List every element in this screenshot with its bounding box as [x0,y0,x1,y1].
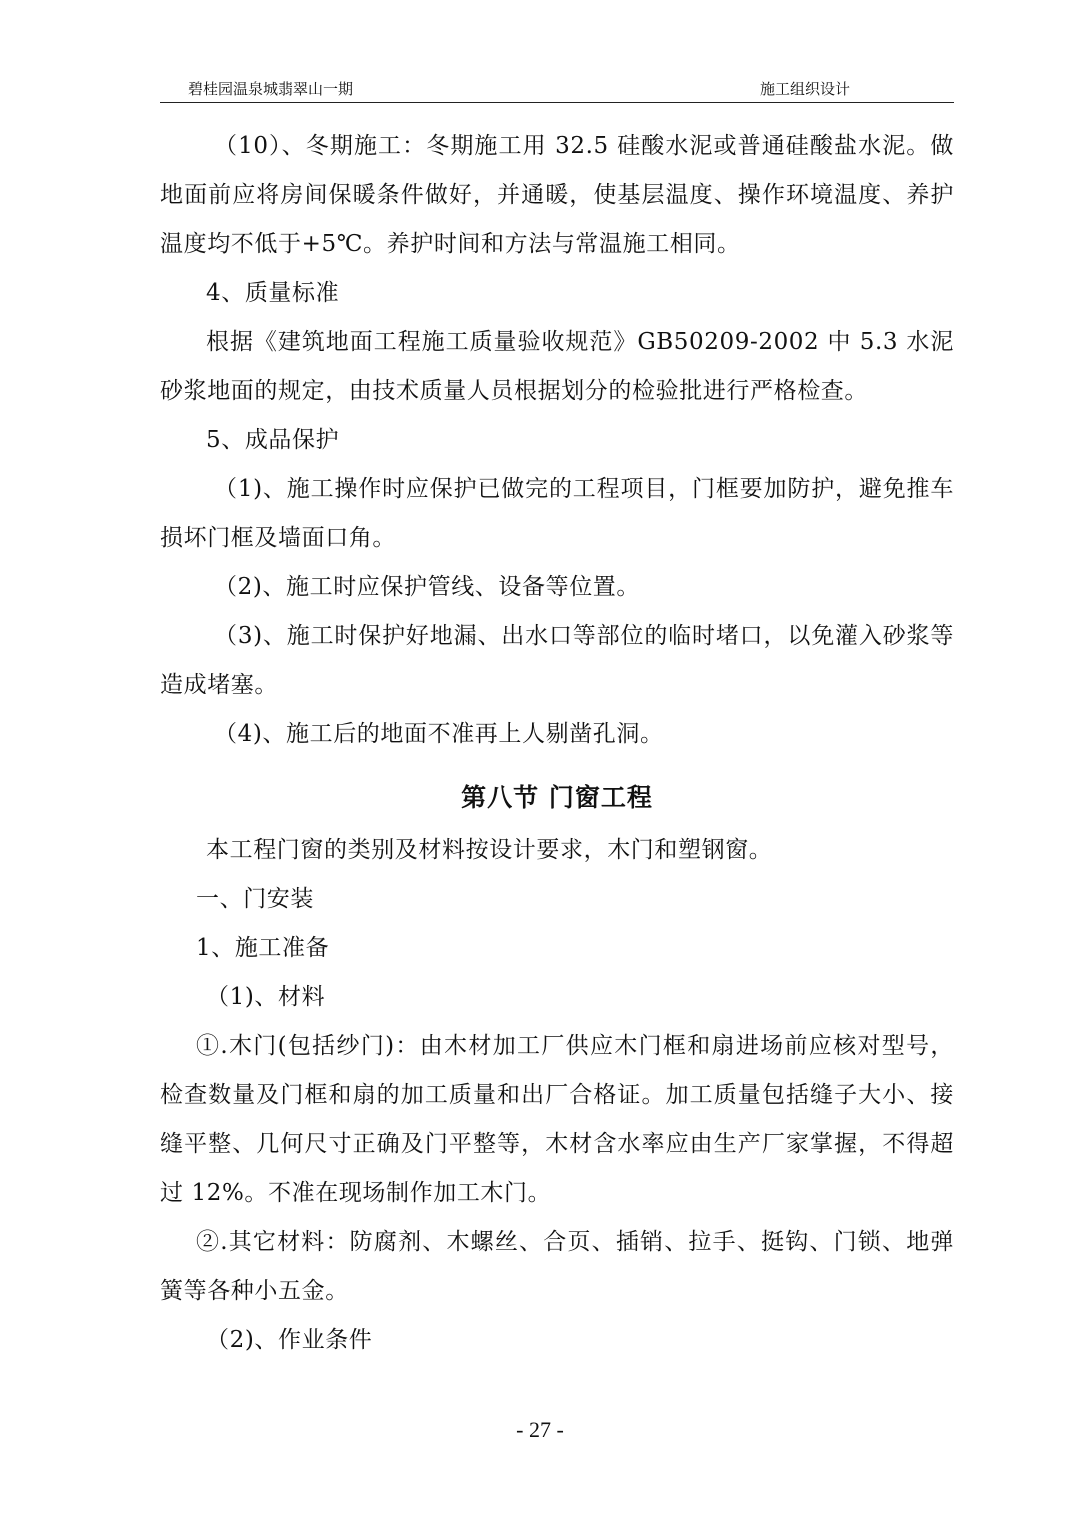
header-document-type: 施工组织设计 [759,80,850,98]
paragraph-doors-windows-intro: 本工程门窗的类别及材料按设计要求，木门和塑钢窗。 [206,837,773,863]
document-body [160,122,954,1365]
header-project-name: 碧桂园温泉城翡翠山一期 [188,80,354,98]
heading-work-conditions: （2)、作业条件 [206,1327,373,1353]
page-header [160,74,954,103]
paragraph-protection-2: （2)、施工时应保护管线、设备等位置。 [214,574,641,600]
paragraph-winter-construction: （10）、冬期施工：冬期施工用 32.5 硅酸水泥或普通硅酸盐水泥。做地面前应将房间保暖条件做好，并通暖，使基层温度、操作环境温度、养护温度均不低于+5℃。养护时间和方法与常温施工相同。 [160,133,954,257]
page-number: - 27 - [516,1417,564,1442]
paragraph-protection-3: （3)、施工时保护好地漏、出水口等部位的临时堵口，以免灌入砂浆等造成堵塞。 [160,623,954,698]
paragraph-quality-standard: 根据《建筑地面工程施工质量验收规范》GB50209-2002 中 5.3 水泥砂浆地面的规定，由技术质量人员根据划分的检验批进行严格检查。 [160,329,954,404]
paragraph-wooden-doors: ①.木门(包括纱门)：由木材加工厂供应木门框和扇进场前应核对型号，检查数量及门框和扇的加工质量和出厂合格证。加工质量包括缝子大小、接缝平整、几何尺寸正确及门平整等，木材含水率应由生产厂家掌握，不得超过 12%。不准在现场制作加工木门。 [160,1033,954,1206]
heading-product-protection: 5、成品保护 [206,427,340,453]
paragraph-other-materials: ②.其它材料：防腐剂、木螺丝、合页、插销、拉手、挺钩、门锁、地弹簧等各种小五金。 [160,1229,954,1304]
heading-door-installation: 一、门安装 [196,886,314,912]
paragraph-protection-1: （1)、施工操作时应保护已做完的工程项目，门框要加防护，避免推车损坏门框及墙面口角。 [160,476,954,551]
heading-quality-standard: 4、质量标准 [206,280,340,306]
section-title: 第八节 门窗工程 [461,783,653,812]
paragraph-protection-4: （4)、施工后的地面不准再上人剔凿孔洞。 [214,721,664,747]
heading-construction-preparation: 1、施工准备 [196,935,330,961]
heading-materials: （1)、材料 [206,984,326,1010]
